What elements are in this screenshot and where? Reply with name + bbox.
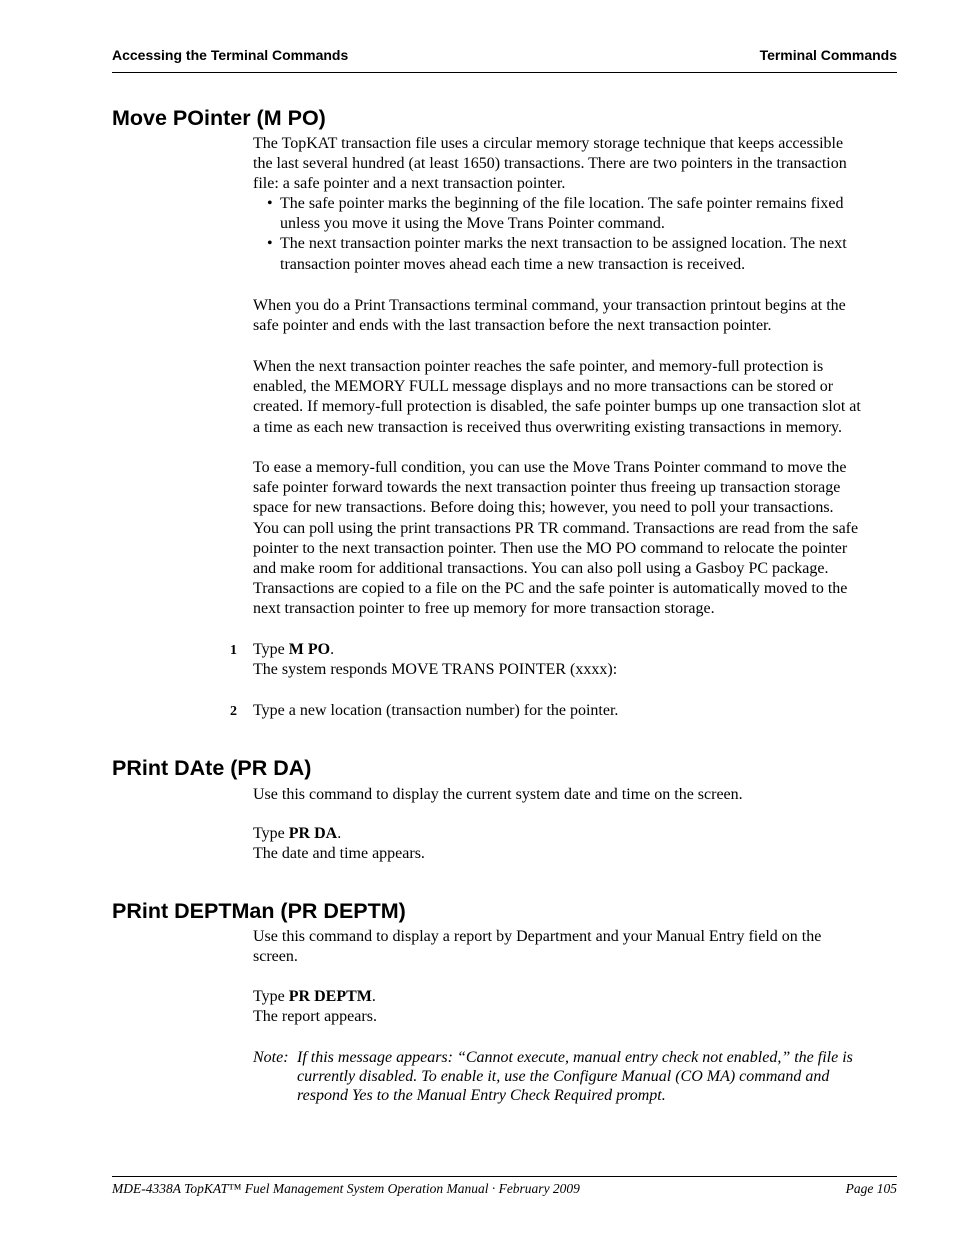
text-line: transaction pointer moves ahead each time a new transaction is received. [280,255,746,273]
instruction-line [253,987,377,1007]
step-response: The system responds MOVE TRANS POINTER (xxxx): [253,661,618,679]
step [230,701,618,721]
description-paragraph [253,927,821,967]
text-line: Use this command to display the current system date and time on the screen. [253,786,743,803]
note-line: respond Yes to the Manual Entry Check Required prompt. [297,1087,666,1104]
text-line: unless you move it using the Move Trans Pointer command. [280,215,665,233]
text-line: Use this command to display a report by Department and your Manual Entry field on the [253,928,822,945]
text-line: safe pointer forward towards the next transaction pointer thus freeing up transaction storage [253,479,841,497]
instruction-suffix: . [337,825,342,842]
text-line: file: a safe pointer and a next transaction pointer. [253,175,566,193]
step-number: 2 [230,704,237,719]
note-line: If this message appears: “Cannot execute, manual entry check not enabled,” the file is [297,1049,853,1066]
text-line: pointer to the next transaction pointer. Then use the MO PO command to relocate the pointer [253,539,848,557]
instruction-line [253,824,425,844]
step-2 [230,701,618,721]
step-number: 1 [230,643,237,658]
bullet-list [264,194,847,275]
instruction-prefix: Type [253,825,289,842]
description-paragraph [253,785,743,805]
paragraph-print-transactions [253,296,846,336]
text-line: and make room for additional transactions. You can also poll using a Gasboy PC package. [253,559,829,577]
text-line: When the next transaction pointer reaches the safe pointer, and memory-full protection is [253,358,824,375]
paragraph-memory-full [253,357,861,438]
step-1 [230,640,617,680]
result-line: The report appears. [253,1008,377,1026]
text-line: screen. [253,948,298,966]
instruction-paragraph [253,824,425,864]
instruction-prefix: Type [253,641,289,658]
text-line: To ease a memory-full condition, you can use the Move Trans Pointer command to move the [253,459,847,476]
note-label: Note: [253,1049,289,1066]
text-line: The next transaction pointer marks the next transaction to be assigned location. The next [280,235,847,253]
command-text: PR DEPTM [288,988,372,1005]
running-header-chapter: Accessing the Terminal Commands [112,47,349,63]
command-text: PR DA [288,825,338,842]
text-line: next transaction pointer to free up memory for more transaction storage. [253,600,715,618]
instruction-prefix: Type [253,988,289,1005]
step-instruction [253,640,617,660]
note-line: currently disabled. To enable it, use the Configure Manual (CO MA) command and [297,1068,830,1085]
text-line: enabled, the MEMORY FULL message displays and no more transactions can be stored or [253,378,834,396]
text-line: the last several hundred (at least 1650) transactions. There are two pointers in the transaction [253,155,847,173]
paragraph-ease-memory [253,458,858,620]
section-heading-move-pointer: Move POinter (M PO) [112,106,326,130]
footer-rule [112,1176,897,1177]
step [230,640,617,680]
header-rule [112,72,897,73]
text-line: space for new transactions. Before doing this; however, you need to poll your transactions. [253,499,834,517]
text-line: created. If memory-full protection is disabled, the safe pointer bumps up one transaction slot at [253,398,861,416]
text-line: The safe pointer marks the beginning of the file location. The safe pointer remains fixed [280,195,844,212]
page-number: Page 105 [845,1181,897,1196]
bullet-symbol: • [267,195,273,212]
footer-document-title: MDE-4338A TopKAT™ Fuel Management System Operation Manual · February 2009 [112,1181,580,1196]
text-line: a time as each new transaction is received thus overwriting existing transactions in memory. [253,418,843,436]
text-line: safe pointer and ends with the last transaction before the next transaction pointer. [253,317,772,335]
instruction-suffix: . [330,641,335,658]
bullet-symbol: • [267,235,273,253]
intro-paragraph [253,134,847,195]
text-line: The TopKAT transaction file uses a circular memory storage technique that keeps accessible [253,135,844,152]
step-instruction: Type a new location (transaction number) for the pointer. [253,702,619,719]
note-body [253,1048,853,1105]
section-heading-print-deptman: PRint DEPTMan (PR DEPTM) [112,899,406,923]
bullet-item [264,194,847,234]
command-text: M PO [288,641,331,658]
text-line: When you do a Print Transactions terminal command, your transaction printout begins at the [253,297,846,314]
result-line: The date and time appears. [253,845,425,863]
section-heading-print-date: PRint DAte (PR DA) [112,756,312,780]
bullet-item [264,234,847,274]
text-line: You can poll using the print transactions PR TR command. Transactions are read from the safe [253,519,859,537]
text-line: Transactions are copied to a file on the PC and the safe pointer is automatically moved to the [253,580,848,598]
instruction-suffix: . [371,988,376,1005]
instruction-paragraph [253,987,377,1027]
note [253,1048,853,1105]
running-header-section: Terminal Commands [759,47,897,63]
